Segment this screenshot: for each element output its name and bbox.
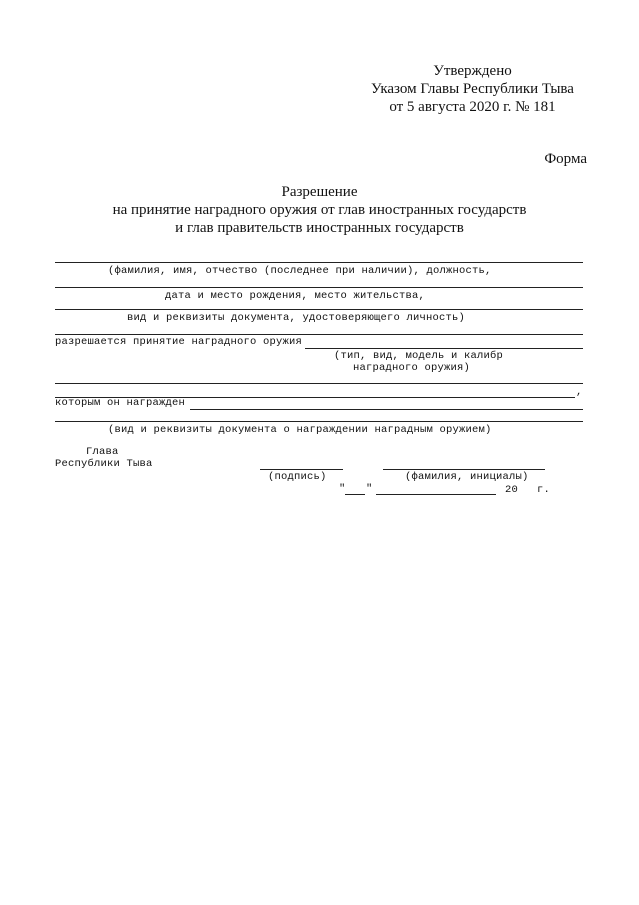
awarded-label: которым он награжден	[55, 397, 186, 409]
trailing-comma: ,	[576, 386, 583, 398]
approval-line-2: Указом Главы Республики Тыва	[371, 81, 574, 97]
fio-line	[55, 262, 583, 263]
birth-line	[55, 287, 583, 288]
name-initials-line	[383, 469, 545, 470]
blank-line-5	[55, 383, 583, 384]
signature-caption: (подпись)	[268, 471, 327, 483]
date-day-line	[345, 494, 365, 495]
date-month-line	[376, 494, 496, 495]
fio-caption: (фамилия, имя, отчество (последнее при наличии), должность,	[108, 265, 492, 277]
title-line-3: и глав правительств иностранных государств	[175, 220, 464, 236]
birth-caption: дата и место рождения, место жительства,	[165, 290, 426, 302]
weapon-caption-1: (тип, вид, модель и калибр	[334, 350, 504, 362]
weapon-caption-2: наградного оружия)	[353, 362, 471, 374]
awarded-line	[190, 409, 583, 410]
document-caption: вид и реквизиты документа, удостоверяющего личность)	[127, 312, 466, 324]
date-year-prefix: 20	[505, 484, 519, 496]
date-quote-open: "	[339, 483, 346, 495]
date-quote-close: "	[366, 483, 373, 495]
approval-block	[360, 62, 585, 116]
award-doc-caption: (вид и реквизиты документа о награждении наградным оружием)	[108, 424, 492, 436]
approval-line-1: Утверждено	[433, 63, 512, 79]
form-label: Форма	[544, 151, 587, 167]
permitted-label: разрешается принятие наградного оружия	[55, 336, 303, 348]
weapon-line	[305, 348, 583, 349]
document-title	[0, 183, 639, 237]
signatory-line-1: Глава	[86, 446, 119, 458]
signature-line	[260, 469, 343, 470]
document-line	[55, 309, 583, 310]
approval-line-3: от 5 августа 2020 г. № 181	[389, 99, 556, 115]
title-line-2: на принятие наградного оружия от глав иностранных государств	[112, 202, 527, 218]
name-initials-caption: (фамилия, инициалы)	[405, 471, 529, 483]
signatory-line-2: Республики Тыва	[55, 458, 153, 470]
award-doc-line	[55, 421, 583, 422]
date-year-suffix: г.	[537, 484, 551, 496]
blank-line-4	[55, 334, 583, 335]
title-line-1: Разрешение	[281, 184, 358, 200]
